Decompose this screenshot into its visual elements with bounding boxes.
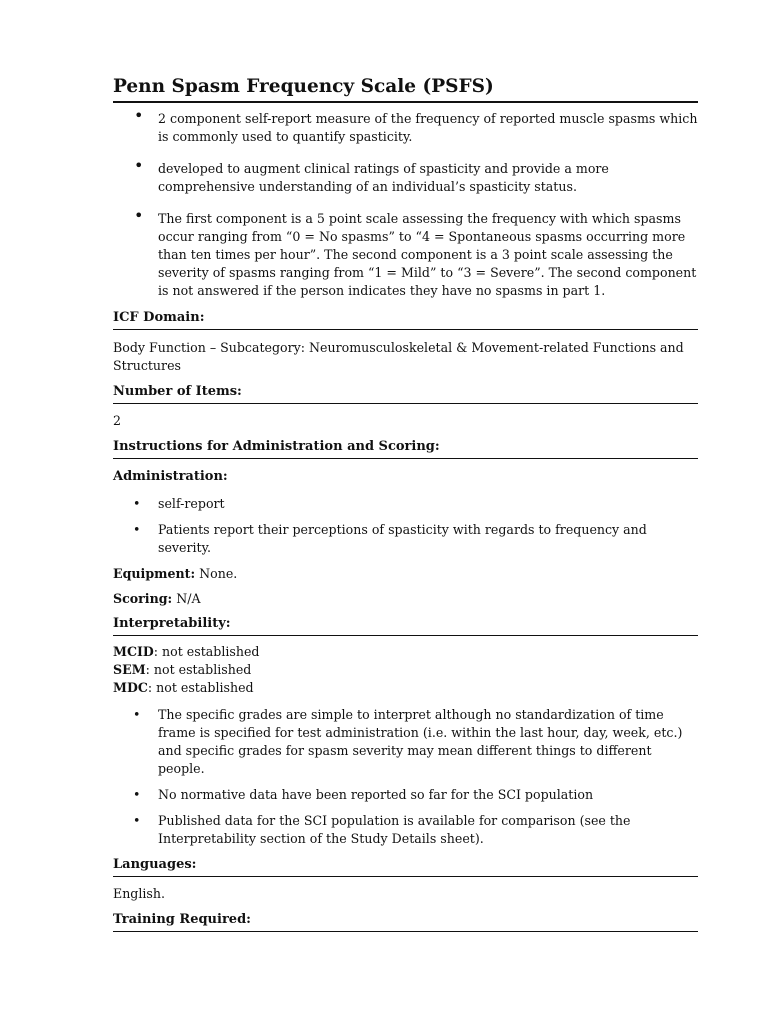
administration-bullet-list [113,495,698,557]
bullet-icon: • [134,156,144,175]
administration-heading: Administration: [113,469,228,484]
scoring-value: N/A [172,591,201,606]
training-required-heading: Training Required: [113,912,251,927]
interpretability-heading: Interpretability: [113,616,231,631]
training-heading-block [113,911,698,932]
interpretability-bullet-list [113,706,698,848]
languages-value: English. [113,886,165,901]
scoring-label: Scoring: [113,591,173,606]
bullet-icon: • [133,787,141,802]
sem-label: SEM [113,662,146,677]
bullet-icon: • [133,496,141,511]
bullet-icon: • [133,522,141,537]
document-page [113,74,698,932]
page-title: Penn Spasm Frequency Scale (PSFS) [113,76,494,97]
number-of-items-value: 2 [113,413,122,428]
instructions-heading-block [113,438,698,459]
scoring-line [113,590,698,608]
list-item: • 2 component self-report measure of the frequency of reported muscle spasms which is commonly used to quantify spasticity. [134,106,698,144]
equipment-value: None. [195,566,238,581]
items-heading-block [113,383,698,404]
list-item: • Published data for the SCI population is available for comparison (see the Interpretability section of the Study Details sheet). [133,813,631,846]
equipment-label: Equipment: [113,566,196,581]
sem-line [113,661,698,679]
mdc-value: : not established [147,680,254,695]
languages-heading-block [113,856,698,877]
list-item: • developed to augment clinical ratings of spasticity and provide a more comprehensive understanding of an individual’s spasticity status. [134,156,609,194]
sem-value: : not established [145,662,252,677]
bullet-icon: • [133,707,141,722]
intro-bullet-list [113,106,698,300]
icf-domain-text: Body Function – Subcategory: Neuromusculoskeletal & Movement-related Functions and Structures [113,340,684,373]
bullet-icon: • [134,206,144,225]
mcid-line [113,643,698,661]
bullet-icon: • [133,813,141,828]
mcid-label: MCID [113,644,154,659]
mcid-value: : not established [153,644,260,659]
list-item: • The specific grades are simple to interpret although no standardization of time frame is specified for test administration (i.e. within the last hour, day, week, etc.) and specific grades for spasm severity may mean different things to different people. [133,707,683,776]
title-block [113,74,698,103]
list-item: • self-report [133,496,225,511]
icf-domain-heading: ICF Domain: [113,310,205,325]
interpretability-metrics [113,643,698,697]
list-item: • No normative data have been reported so far for the SCI population [133,787,594,802]
number-of-items-heading: Number of Items: [113,384,242,399]
icf-heading-block [113,309,698,330]
languages-heading: Languages: [113,857,197,872]
mdc-label: MDC [113,680,148,695]
equipment-line [113,565,698,583]
mdc-line [113,679,698,697]
bullet-icon: • [134,106,144,125]
interpretability-heading-block [113,615,698,636]
list-item: • Patients report their perceptions of spasticity with regards to frequency and severity. [133,522,647,555]
list-item: • The first component is a 5 point scale assessing the frequency with which spasms occur ranging from “0 = No spasms” to “4 = Spontaneous spasms occurring more than ten times per hour”. The second component is a 3 point scale assessing the severity of spasms ranging from “1 = Mild” to “3 = Severe”. The second component is not answered if the person indicates they have no spasms in part 1. [134,206,697,298]
instructions-heading: Instructions for Administration and Scoring: [113,439,440,454]
